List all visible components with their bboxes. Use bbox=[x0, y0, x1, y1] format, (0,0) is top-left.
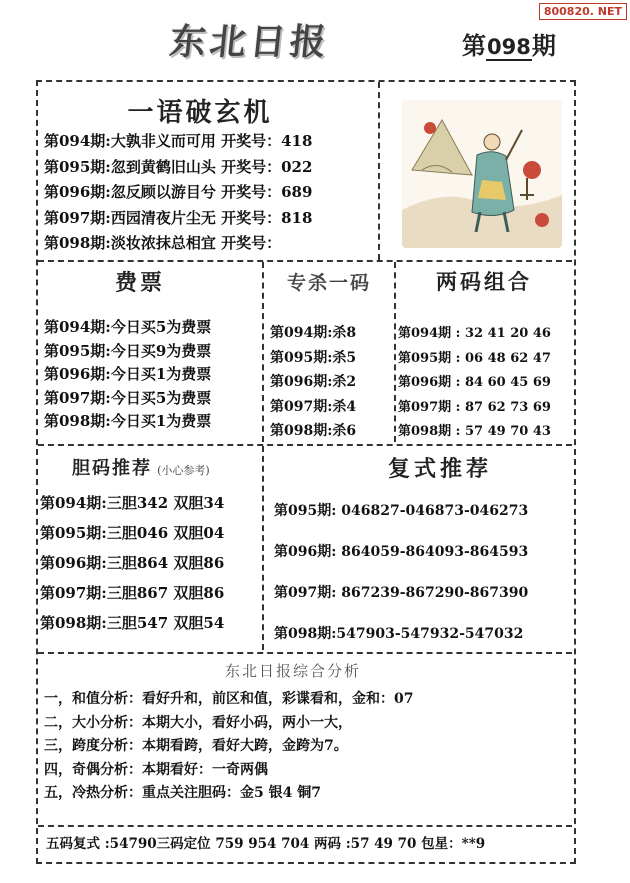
divider-row-1 bbox=[38, 260, 572, 262]
divider-mid-1 bbox=[262, 262, 264, 442]
analysis-item bbox=[44, 712, 413, 736]
zhuansha-row: 第095期:杀5 bbox=[270, 349, 357, 366]
feipiao-row: 第098期:今日买1为费票 bbox=[44, 412, 212, 430]
zhuansha-row: 第097期:杀4 bbox=[270, 398, 357, 415]
feipiao-row: 第096期:今日买1为费票 bbox=[44, 365, 212, 383]
issue-number bbox=[462, 26, 556, 61]
yiyu-row: 第097期:西园清夜片尘无 开奖号：818 bbox=[44, 208, 313, 227]
analysis-summary: 五码复式 :54790三码定位 759 954 704 两码 :57 49 70 包星：**9 bbox=[46, 836, 486, 852]
issue-digits: 098 bbox=[487, 35, 531, 59]
liangma-row: 第097期 : 87 62 73 69 bbox=[398, 399, 551, 415]
zhuansha-title: 专杀一码 bbox=[286, 272, 371, 294]
analysis-label: 二，大小分析： bbox=[44, 714, 142, 731]
divider-lower bbox=[262, 446, 264, 650]
fushi-title: 复式推荐 bbox=[387, 456, 492, 482]
liangma-row: 第098期 : 57 49 70 43 bbox=[398, 424, 551, 439]
divider-row-4 bbox=[38, 825, 572, 827]
feipiao-row: 第094期:今日买5为费票 bbox=[44, 318, 212, 336]
analysis-text: 重点关注胆码：金5 银4 铜7 bbox=[142, 785, 321, 801]
danma-row: 第097期:三胆867 双胆86 bbox=[40, 584, 225, 602]
analysis-item bbox=[44, 735, 413, 759]
analysis-label: 三，跨度分析： bbox=[44, 738, 142, 754]
fushi-row: 第098期:547903-547932-547032 bbox=[274, 626, 524, 642]
analysis-label: 五，冷热分析： bbox=[44, 785, 142, 801]
danma-heading bbox=[72, 454, 210, 480]
danma-title: 胆码推荐 bbox=[72, 458, 152, 479]
fushi-row: 第097期: 867239-867290-867390 bbox=[274, 585, 529, 601]
feipiao-row: 第097期:今日买5为费票 bbox=[44, 388, 212, 407]
yiyu-row: 第096期:忽反顾以游目兮 开奖号：689 bbox=[44, 183, 313, 201]
danma-row: 第094期:三胆342 双胆34 bbox=[40, 494, 225, 512]
feipiao-row: 第095期:今日买9为费票 bbox=[44, 341, 212, 360]
feipiao-list bbox=[44, 316, 211, 434]
analysis-list bbox=[44, 688, 413, 806]
analysis-text: 本期看好：一奇两偶 bbox=[142, 761, 268, 778]
fushi-row: 第096期: 864059-864093-864593 bbox=[274, 544, 529, 560]
danma-row: 第098期:三胆547 双胆54 bbox=[40, 614, 225, 632]
fushi-row: 第095期: 046827-046873-046273 bbox=[274, 503, 529, 519]
analysis-label: 一，和值分析： bbox=[44, 691, 142, 707]
zhuansha-list bbox=[270, 322, 356, 445]
yiyu-list bbox=[44, 130, 312, 258]
danma-note: (小心参考) bbox=[157, 464, 210, 477]
issue-prefix: 第 bbox=[462, 31, 486, 60]
analysis-text: 本期看跨，看好大跨，金跨为7。 bbox=[142, 738, 348, 754]
yiyu-row: 第098期:淡妆浓抹总相宜 开奖号： bbox=[44, 234, 282, 252]
danma-row: 第096期:三胆864 双胆86 bbox=[40, 554, 225, 572]
zhuansha-row: 第096期:杀2 bbox=[270, 374, 357, 390]
analysis-label: 四，奇偶分析： bbox=[44, 761, 142, 778]
divider-mid-2 bbox=[394, 262, 396, 442]
liangma-row: 第096期 : 84 60 45 69 bbox=[398, 375, 551, 390]
zhuansha-row: 第098期:杀6 bbox=[270, 423, 357, 439]
liangma-list bbox=[398, 322, 551, 445]
analysis-item bbox=[44, 688, 413, 712]
feipiao-title: 费票 bbox=[114, 270, 165, 296]
analysis-text: 本期大小，看好小码，两小一大， bbox=[142, 714, 352, 731]
masthead-title: 东北日报 bbox=[167, 21, 332, 63]
liangma-row: 第094期 : 32 41 20 46 bbox=[398, 326, 551, 341]
liangma-row: 第095期 : 06 48 62 47 bbox=[398, 350, 551, 366]
analysis-title: 东北日报综合分析 bbox=[225, 662, 362, 680]
liangma-title: 两码组合 bbox=[436, 269, 532, 294]
site-badge: 800820. NET bbox=[539, 3, 627, 20]
danma-row: 第095期:三胆046 双胆04 bbox=[40, 524, 225, 542]
analysis-item bbox=[44, 759, 413, 783]
analysis-item bbox=[44, 782, 413, 806]
fushi-list bbox=[274, 500, 528, 664]
divider-top-vertical bbox=[378, 82, 380, 260]
analysis-text: 看好升和，前区和值，彩谍看和，金和：07 bbox=[142, 691, 414, 707]
scholar-illustration bbox=[402, 100, 562, 248]
yiyu-row: 第095期:忽到黄鹤旧山头 开奖号：022 bbox=[44, 157, 313, 176]
yiyu-title: 一语破玄机 bbox=[127, 98, 273, 128]
issue-suffix: 期 bbox=[531, 31, 556, 60]
zhuansha-row: 第094期:杀8 bbox=[270, 325, 357, 341]
danma-list bbox=[40, 492, 224, 642]
yiyu-row: 第094期:大孰非义而可用 开奖号：418 bbox=[44, 132, 313, 150]
